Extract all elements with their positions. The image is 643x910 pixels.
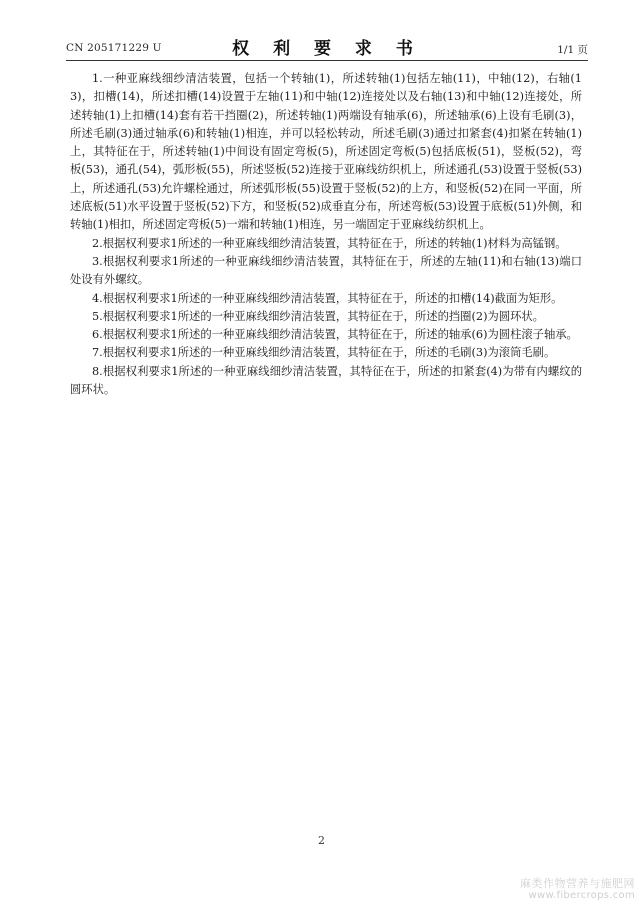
claim-4: 4.根据权利要求1所述的一种亚麻线细纱清洁装置，其特征在于，所述的扣槽(14)截面为矩形。 (92, 291, 563, 305)
site-watermark (495, 878, 635, 902)
watermark-site-name: 麻类作物营养与施肥网 (520, 877, 635, 890)
claim-5: 5.根据权利要求1所述的一种亚麻线细纱清洁装置，其特征在于，所述的挡圈(2)为圆环状。 (92, 309, 544, 323)
claim-6: 6.根据权利要求1所述的一种亚麻线细纱清洁装置，其特征在于，所述的轴承(6)为圆柱滚子轴承。 (92, 328, 578, 342)
publication-number: CN 205171229 U (66, 42, 162, 54)
claim-8: 8.根据权利要求1所述的一种亚麻线细纱清洁装置，其特征在于，所述的扣紧套(4)为带有内螺纹的圆环状。 (70, 364, 582, 397)
header-divider (66, 60, 588, 61)
page-number: 2 (318, 834, 325, 847)
document-title: 权 利 要 求 书 (232, 39, 422, 59)
claims-list (70, 70, 582, 399)
claim-2: 2.根据权利要求1所述的一种亚麻线细纱清洁装置，其特征在于，所述的转轴(1)材料为高锰钢。 (92, 236, 567, 250)
page-indicator: 1/1 页 (557, 44, 588, 56)
claim-3: 3.根据权利要求1所述的一种亚麻线细纱清洁装置，其特征在于，所述的左轴(11)和右轴(13)端口处设有外螺纹。 (70, 254, 582, 287)
claim-1: 1.一种亚麻线细纱清洁装置，包括一个转轴(1)，所述转轴(1)包括左轴(11)，中轴(12)，右轴(13)，扣槽(14)，所述扣槽(14)设置于左轴(11)和中轴(12)连接处以及右轴(13)和中轴(12)连接处，所述转轴(1)上扣槽(14)套有若干挡圈(2)，所述转轴(1)两端设有轴承(6)，所述轴承(6)上设有毛刷(3)，所述毛刷(3)通过轴承(6)和转轴(1)相连，并可以轻松转动，所述毛刷(3)通过扣紧套(4)扣紧在转轴(1)上，其特征在于，所述转轴(1)中间设有固定弯板(5)，所述固定弯板(5)包括底板(51)，竖板(52)，弯板(53)，通孔(54)，弧形板(55)，所述竖板(52)连接于亚麻线纺织机上，所述通孔(53)设置于竖板(53)上，所述通孔(53)允许螺栓通过，所述弧形板(55)设置于竖板(52)的上方，和竖板(52)在同一平面，所述底板(51)水平设置于竖板(52)下方，和竖板(52)成垂直分布，所述弯板(53)设置于底板(51)外侧，和转轴(1)相扣，所述固定弯板(5)一端和转轴(1)相连，另一端固定于亚麻线纺织机上。 (70, 72, 582, 232)
watermark-site-url: www.fibercrops.com (528, 890, 635, 901)
page-header (66, 30, 588, 58)
claim-7: 7.根据权利要求1所述的一种亚麻线细纱清洁装置，其特征在于，所述的毛刷(3)为滚筒毛刷。 (92, 346, 556, 360)
